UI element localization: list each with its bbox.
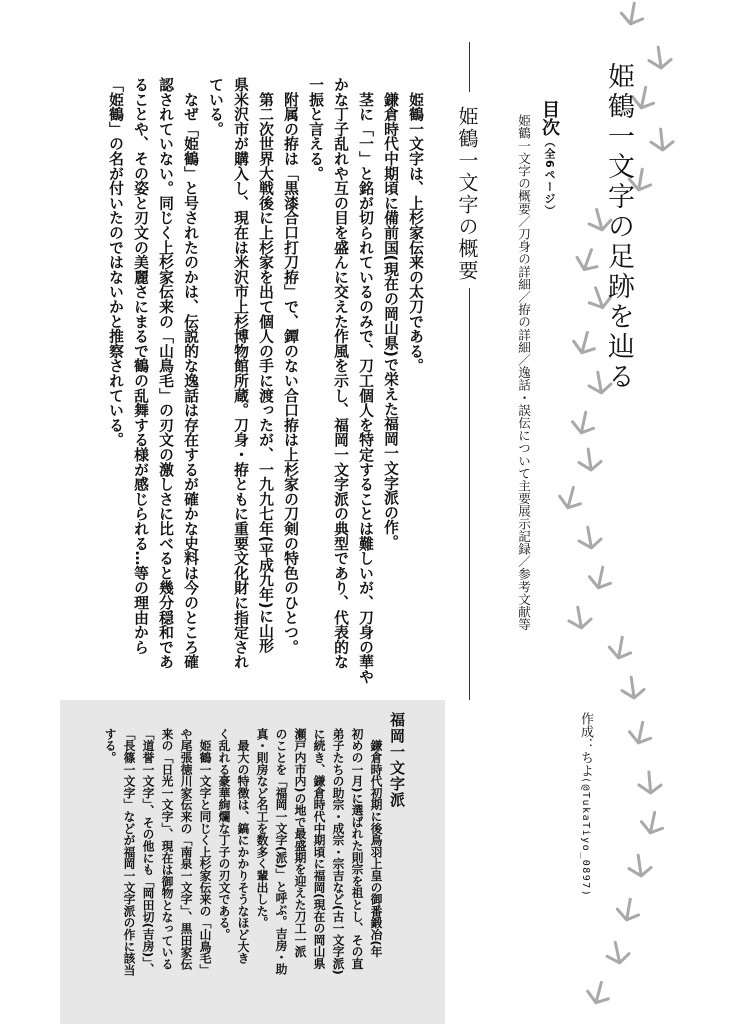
text-line: 瀬戸内市内)の地で最盛期を迎えた刀工一派 (293, 728, 307, 958)
text-line: に続き、鎌倉時代中期頃に福岡(現在の岡山県 (312, 728, 326, 970)
text-line: 姫鶴一文字と同じく上杉家伝来の「山鳥毛」 (198, 728, 212, 976)
text-line: 一振と言える。 (307, 77, 324, 181)
text-line: 「道誉一文字」、その他にも「岡田切(吉房)」、 (141, 728, 155, 975)
footprint-icon (571, 410, 597, 435)
footprint-icon (571, 330, 598, 356)
text-line: 「長篠一文字」などが福岡一文字派の作に該当 (122, 728, 136, 976)
text-line: 弟子たちの助宗・成宗・宗吉など(古一文字派) (331, 728, 345, 975)
footprint-icon (577, 448, 602, 472)
footprint-icon (620, 676, 645, 700)
text-line: 真・則房など名工を数多く輩出した。 (255, 728, 269, 929)
text-line: かな丁子乱れや互の目を盛んに交えた作風を示し、福岡一文字派の典型であり、代表的な (332, 77, 349, 669)
text-line: 姫鶴一文字は、上杉家伝来の太刀である。 (407, 77, 424, 373)
text-line: 認されていない。同じく上杉家伝来の「山鳥毛」の刃文の激しさに比べると幾分穏和であ (157, 77, 174, 669)
text-line: 「姫鶴」の名が付いたのではないかと推察されている。 (107, 77, 124, 447)
text-line: 最大の特徴は、鎬にかかりそうなほど大き (236, 728, 250, 964)
text-line: 来の「日光一文字」、現在は御物となっている (160, 728, 174, 970)
page-title: 姫鶴一文字の足跡を辿る (603, 62, 634, 392)
text-line: 初めの一月)に選ばれた則宗を祖とし、その直 (350, 728, 364, 970)
text-line: ることや、その姿と刃文の美麗さにまるで鶴の乱舞する様が感じられる…等の理由から (132, 77, 149, 655)
body-text (103, 77, 428, 684)
text-line: 第二次世界大戦後に上杉家を出て個人の手に渡ったが、一九九七年(平成九年)に山形 (257, 77, 274, 653)
text-line: のことを「福岡一文字(派)」と呼ぶ。吉房・助 (274, 728, 288, 975)
text-line: や尾張徳川家伝来の「南泉一文字」、黒田家伝 (179, 728, 193, 970)
footprint-icon (588, 565, 614, 590)
sidebox-text (100, 728, 385, 976)
section-title: 姫鶴一文字の概要 (455, 106, 479, 282)
sidebox-title: 福岡一文字派 (388, 712, 406, 808)
author-credit (576, 712, 594, 897)
footprint-icon (608, 635, 633, 660)
footprint-icon (616, 897, 641, 922)
toc-items: 姫鶴一文字の概要／刀身の詳細／拵の詳細／逸話・誤伝について主要展示記録／参考文献等 (516, 114, 531, 631)
author-label: 作成：ちよ (578, 712, 593, 777)
section-divider-top (469, 42, 470, 92)
footprint-icon (640, 810, 666, 835)
section-divider-bottom (469, 288, 470, 700)
text-line: く乱れる豪華絢爛な丁子の刃文である。 (217, 728, 231, 941)
toc-page-count: （全6ページ） (543, 136, 556, 217)
toc-heading (538, 100, 560, 217)
footprint-icon (574, 246, 602, 273)
footprint-icon (627, 854, 652, 878)
footprint-icon (585, 980, 612, 1006)
footprint-icon (557, 485, 584, 511)
footprint-icon (605, 940, 631, 965)
text-line: ている。 (207, 77, 224, 137)
text-line: なぜ「姫鶴」と号されたのかは、伝説的な逸話は存在するが確かな史料は今のところ確 (182, 77, 199, 669)
text-line: 鎌倉時代中期頃に備前国(現在の岡山県)で栄えた福岡一文字派の作。 (382, 77, 399, 550)
footprint-icon (577, 525, 602, 550)
footprint-icon (647, 46, 672, 70)
text-line: 鎌倉時代初期に後鳥羽上皇の御番鍛冶(年 (369, 728, 383, 958)
text-line: 茎に「一」と銘が切られているのみで、刀工個人を特定することは難しいが、刀身の華や (357, 77, 374, 684)
text-line: する。 (103, 728, 117, 764)
footprint-icon (650, 128, 674, 151)
footprint-icon (638, 771, 662, 794)
author-handle: (@TukaTiyo_0897) (580, 777, 591, 898)
text-line: 附属の拵は「黒漆合口打刀拵」で、鐔のない合口拵は上杉家の刀剣の特色のひとつ。 (282, 77, 299, 655)
toc-label: 目次 (539, 100, 560, 136)
text-line: 県米沢市が購入し、現在は米沢市上杉博物館所蔵。刀身・拵ともに重要文化財に指定され (232, 77, 249, 669)
footprint-icon (620, 1, 645, 26)
footprint-icon (628, 720, 654, 745)
footprint-icon (567, 605, 592, 630)
